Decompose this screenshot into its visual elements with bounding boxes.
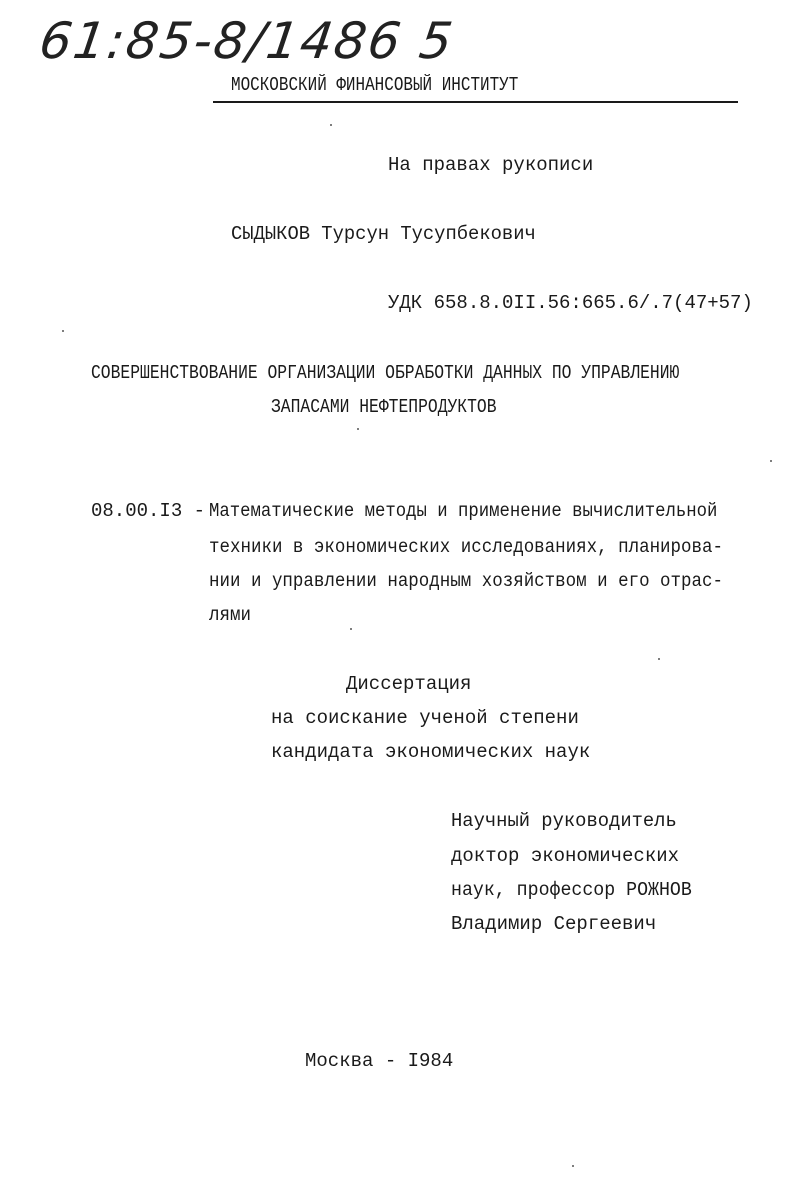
city-year: Москва - I984 bbox=[305, 1050, 454, 1072]
thesis-title-line-2-text: ЗАПАСАМИ НЕФТЕПРОДУКТОВ bbox=[271, 396, 497, 418]
specialty-line-3 bbox=[209, 572, 768, 591]
handwritten-catalog-number: 61:85-8/1486 5 bbox=[35, 12, 458, 70]
specialty-code: 08.00.I3 - bbox=[91, 500, 206, 522]
degree-line-2: на соискание ученой степени bbox=[271, 707, 579, 729]
specialty-line-3-text: нии и управлении народным хозяйством и его отрас- bbox=[209, 570, 724, 592]
specialty-line-4 bbox=[209, 606, 255, 625]
scan-speck bbox=[658, 658, 660, 660]
rights-note: На правах рукописи bbox=[388, 154, 594, 176]
scan-speck bbox=[357, 428, 359, 430]
scan-speck bbox=[350, 628, 352, 630]
advisor-line-1 bbox=[451, 812, 679, 831]
scan-speck bbox=[62, 330, 64, 332]
specialty-line-2-text: техники в экономических исследованиях, планирова- bbox=[209, 536, 724, 558]
advisor-line-1-text: Научный руководитель bbox=[451, 810, 677, 832]
institute-name bbox=[231, 76, 573, 95]
advisor-line-3 bbox=[451, 881, 702, 900]
author-name bbox=[231, 225, 539, 244]
udc-code: УДК 658.8.0II.56:665.6/.7(47+57) bbox=[388, 292, 753, 314]
thesis-title-line-1-text: СОВЕРШЕНСТВОВАНИЕ ОРГАНИЗАЦИИ ОБРАБОТКИ ДАННЫХ ПО УПРАВЛЕНИЮ bbox=[91, 362, 680, 384]
header-divider bbox=[213, 101, 738, 103]
advisor-line-3-text: наук, профессор РОЖНОВ bbox=[451, 879, 692, 901]
scan-speck bbox=[770, 460, 772, 462]
thesis-title-line-2 bbox=[271, 398, 533, 417]
specialty-line-4-text: лями bbox=[209, 604, 251, 626]
advisor-line-2: доктор экономических bbox=[451, 845, 680, 867]
scan-speck bbox=[330, 124, 332, 126]
degree-line-1: Диссертация bbox=[346, 673, 472, 695]
institute-name-text: МОСКОВСКИЙ ФИНАНСОВЫЙ ИНСТИТУТ bbox=[231, 74, 519, 96]
thesis-title-line-1 bbox=[91, 364, 775, 383]
advisor-line-4: Владимир Сергеевич bbox=[451, 913, 657, 935]
author-name-text: СЫДЫКОВ Турсун Тусупбекович bbox=[231, 223, 536, 245]
scan-speck bbox=[572, 1165, 574, 1167]
specialty-line-1 bbox=[209, 502, 768, 521]
degree-line-3: кандидата экономических наук bbox=[271, 741, 591, 763]
specialty-line-1-text: Математические методы и применение вычислительной bbox=[209, 500, 718, 522]
specialty-line-2 bbox=[209, 538, 768, 557]
